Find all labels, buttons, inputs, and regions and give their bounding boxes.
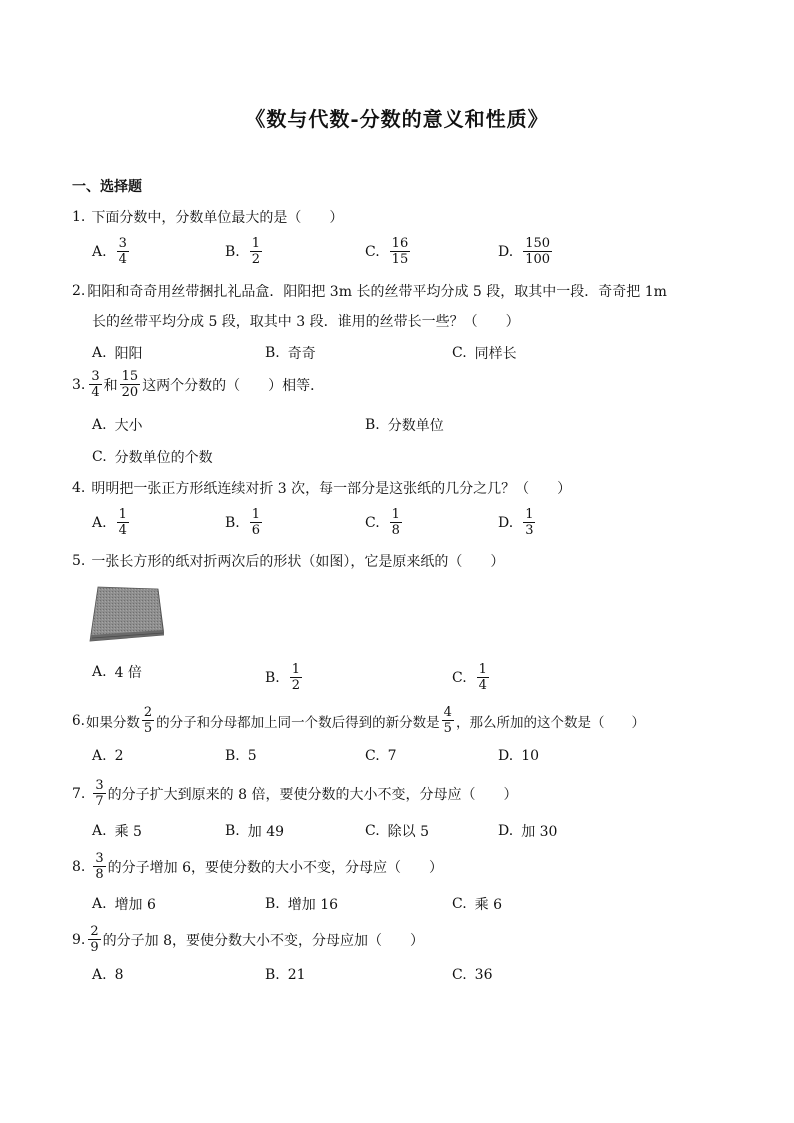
question-number: 4. <box>72 480 86 496</box>
folded-paper-image <box>88 585 164 645</box>
q8-option-a: A. 增加 6 <box>92 896 156 913</box>
fraction: $\frac{1}{2}$ <box>291 662 301 693</box>
q7-option-b: B. 加 49 <box>225 823 285 840</box>
question-number: 6. <box>72 712 85 729</box>
fraction: $\frac{1}{6}$ <box>251 507 261 538</box>
fraction: $\frac{3}{8}$ <box>95 851 104 882</box>
question-number: 3. <box>72 376 86 393</box>
question-text: 一张长方形的纸对折两次后的形状（如图），它是原来纸的（ ） <box>91 554 505 570</box>
question-number: 1. <box>72 209 86 225</box>
q5-option-b: B. $\frac{1}{2}$ <box>265 662 301 693</box>
q9-option-c: C. 36 <box>452 967 493 983</box>
q3-option-a: A. 大小 <box>92 417 143 434</box>
q7-option-d: D. 加 30 <box>498 823 558 840</box>
question-number: 8. <box>72 858 86 875</box>
question-4 <box>72 478 571 498</box>
q6-option-c: C. 7 <box>365 748 397 764</box>
q8-option-c: C. 乘 6 <box>452 896 503 913</box>
fraction: $\frac{4}{5}$ <box>443 705 452 736</box>
fraction: $\frac{3}{7}$ <box>95 778 104 809</box>
q4-option-a: A. $\frac{1}{4}$ <box>92 507 127 538</box>
q1-option-c: C. $\frac{16}{15}$ <box>365 236 409 267</box>
q5-option-a: A. 4 倍 <box>92 664 142 681</box>
question-8 <box>72 851 443 882</box>
q3-option-c: C. 分数单位的个数 <box>92 449 213 466</box>
question-9 <box>72 924 424 955</box>
fraction: $\frac{1}{4}$ <box>478 662 487 693</box>
fraction: $\frac{150}{100}$ <box>525 236 551 267</box>
fraction: $\frac{3}{4}$ <box>91 369 100 400</box>
q6-option-d: D. 10 <box>498 748 540 764</box>
fraction: $\frac{1}{4}$ <box>118 507 127 538</box>
question-2 <box>72 281 667 301</box>
q7-option-c: C. 除以 5 <box>365 823 430 840</box>
fraction: $\frac{1}{3}$ <box>525 507 534 538</box>
question-text: 的分子扩大到原来的 8 倍，要使分数的大小不变，分母应（ ） <box>107 786 518 803</box>
question-text-line-1: 阳阳和奇奇用丝带捆扎礼品盒．阳阳把 3m 长的丝带平均分成 5 段，取其中一段．奇奇把 1m <box>87 284 667 300</box>
q5-option-c: C. $\frac{1}{4}$ <box>452 662 487 693</box>
q4-option-c: C. $\frac{1}{8}$ <box>365 507 400 538</box>
q4-option-b: B. $\frac{1}{6}$ <box>225 507 261 538</box>
question-text: 的分子增加 6，要使分数的大小不变，分母应（ ） <box>107 859 443 876</box>
question-text: 明明把一张正方形纸连续对折 3 次，每一部分是这张纸的几分之几？（ ） <box>91 481 572 497</box>
page-title: 《数与代数-分数的意义和性质》 <box>245 107 549 131</box>
q2-option-b: B. 奇奇 <box>265 345 316 362</box>
q7-option-a: A. 乘 5 <box>92 823 142 840</box>
q3-option-b: B. 分数单位 <box>365 417 444 434</box>
question-3: 3. $\frac{3}{4}$ 和 $\frac{15}{20}$ 这两个分数的（ ）相等． <box>72 369 325 400</box>
q4-option-d: D. $\frac{1}{3}$ <box>498 507 534 538</box>
question-text: 这两个分数的（ ）相等． <box>142 377 325 394</box>
question-2-line-2 <box>92 311 520 331</box>
question-number: 9. <box>72 931 86 948</box>
question-text: 的分子加 8，要使分数大小不变，分母应加（ ） <box>102 932 424 949</box>
fraction: $\frac{3}{4}$ <box>118 236 127 267</box>
q9-option-b: B. 21 <box>265 967 306 983</box>
question-text-line-2: 长的丝带平均分成 5 段，取其中 3 段．谁用的丝带长一些？（ ） <box>92 314 520 330</box>
fraction: $\frac{2}{9}$ <box>90 924 99 955</box>
q6-option-b: B. 5 <box>225 748 257 764</box>
q2-option-c: C. 同样长 <box>452 345 517 362</box>
fraction: $\frac{2}{5}$ <box>143 705 153 736</box>
question-text: 下面分数中，分数单位最大的是（ ） <box>91 210 344 226</box>
question-number: 5. <box>72 553 86 569</box>
fraction: $\frac{1}{2}$ <box>251 236 261 267</box>
question-7 <box>72 778 517 809</box>
question-5 <box>72 551 504 571</box>
question-6: 6. 如果分数 $\frac{2}{5}$ 的分子和分母都加上同一个数后得到的新分数是 $\frac{4}{5}$ ，那么所加的这个数是（ ） <box>72 705 645 736</box>
question-number: 2. <box>72 283 86 299</box>
q2-option-a: A. 阳阳 <box>92 345 143 362</box>
q6-option-a: A. 2 <box>92 748 124 764</box>
q9-option-a: A. 8 <box>92 967 124 983</box>
question-number: 7. <box>72 785 86 802</box>
section-heading: 一、选择题 <box>72 179 142 195</box>
fraction: $\frac{15}{20}$ <box>121 369 139 400</box>
q8-option-b: B. 增加 16 <box>265 896 339 913</box>
q1-option-b: B. $\frac{1}{2}$ <box>225 236 261 267</box>
q1-option-d: D. $\frac{150}{100}$ <box>498 236 551 267</box>
question-1 <box>72 207 343 227</box>
fraction: $\frac{1}{8}$ <box>391 507 400 538</box>
fraction: $\frac{16}{15}$ <box>391 236 409 267</box>
q1-option-a: A. $\frac{3}{4}$ <box>92 236 127 267</box>
